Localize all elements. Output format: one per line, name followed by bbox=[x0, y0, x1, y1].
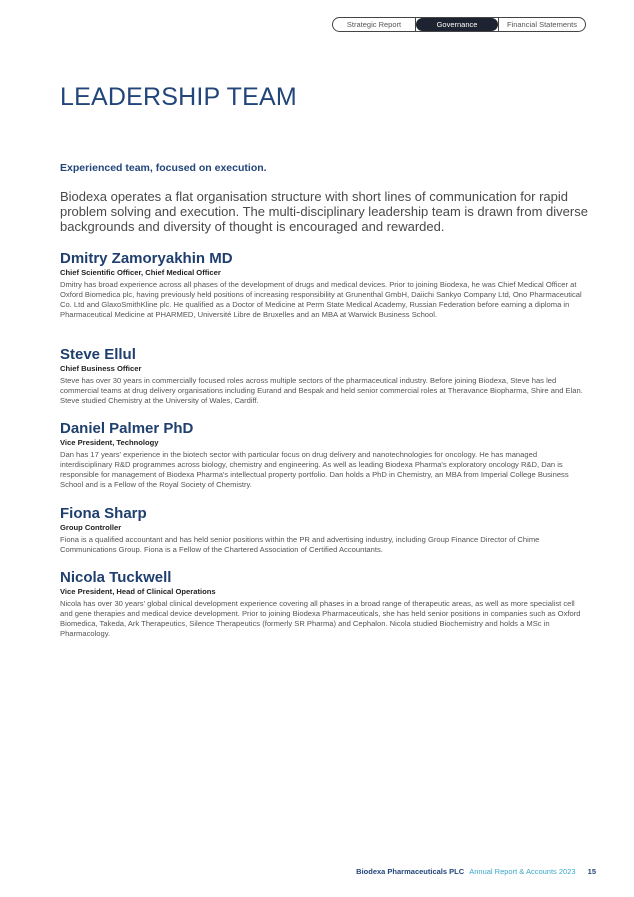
person-role: Chief Business Officer bbox=[60, 364, 142, 373]
profile-daniel-palmer bbox=[60, 420, 584, 490]
person-bio: Nicola has over 30 years' global clinical development experience covering all phases in a broad range of therapeutic areas, as well as more specialist cell and gene therapies and medical device development. Prior to joining Biodexa Pharmaceuticals, she has held senior positions in companies such as Oxford Biomedica, Takeda, Ark Therapeutics, Silence Therapeutics (formerly SR Pharma) and Cephalon. Nicola studied Biochemistry and holds a MSc in Pharmacology. bbox=[60, 599, 581, 639]
footer-company: Biodexa Pharmaceuticals PLC bbox=[356, 867, 465, 876]
profile-steve-ellul bbox=[60, 346, 584, 406]
person-role: Group Controller bbox=[60, 523, 122, 532]
profile-dmitry-zamoryakhin bbox=[60, 250, 584, 320]
intro-paragraph: Biodexa operates a flat organisation structure with short lines of communication for rapid problem solving and execution. The multi-disciplinary leadership team is drawn from diverse backgrounds and diversity of thought is encouraged and rewarded. bbox=[60, 189, 588, 234]
person-bio: Dan has 17 years' experience in the biotech sector with particular focus on drug delivery and nanotechnologies for oncology. He has managed interdisciplinary R&D programmes across biology, chemistry and engineering. As well as leading Biodexa Pharma's exploratory oncology R&D, Dan is responsible for management of Biodexa Pharma's intellectual property portfolio. Dan holds a PhD in Chemistry, an MBA from Imperial College Business School and is a Fellow of the Royal Society of Chemistry. bbox=[60, 450, 569, 490]
page-number: 15 bbox=[587, 867, 596, 876]
person-name: Daniel Palmer PhD bbox=[60, 420, 194, 437]
person-name: Steve Ellul bbox=[60, 346, 136, 363]
tab-financial-statements[interactable]: Financial Statements bbox=[498, 18, 585, 31]
person-role: Chief Scientific Officer, Chief Medical Officer bbox=[60, 268, 221, 277]
person-bio: Dmitry has broad experience across all phases of the development of drugs and medical devices. Prior to joining Biodexa, he was Chief Medical Officer at Oxford Biomedica plc, having previously held positions of increasing responsibility at Grunenthal GmbH, Daiichi Sankyo Company Ltd, Ono Pharmaceutical Co. Ltd and GlaxoSmithKline plc. He qualified as a Doctor of Medicine at Perm State Medical Academy, Russian Federation before earning a diploma in Pharmaceutical Medicine at PHARMED, Université Libre de Bruxelles and an MBA at Warwick Business School. bbox=[60, 280, 582, 320]
person-role: Vice President, Head of Clinical Operations bbox=[60, 587, 216, 596]
page-title: LEADERSHIP TEAM bbox=[60, 83, 297, 111]
profile-nicola-tuckwell bbox=[60, 569, 584, 639]
section-nav bbox=[332, 17, 586, 32]
person-bio: Steve has over 30 years in commercially focused roles across multiple sectors of the pharmaceutical industry. Before joining Biodexa, Steve has led commercial teams at drug delivery organisations including Eurand and Bespak and held senior commercial roles at Theravance Biopharma, Shire and Elan. Steve studied Chemistry at the University of Wales, Cardiff. bbox=[60, 376, 583, 406]
person-name: Fiona Sharp bbox=[60, 505, 147, 522]
tab-governance[interactable]: Governance bbox=[416, 18, 498, 31]
person-name: Nicola Tuckwell bbox=[60, 569, 172, 586]
tab-strategic-report[interactable]: Strategic Report bbox=[333, 18, 416, 31]
person-role: Vice President, Technology bbox=[60, 438, 159, 447]
person-name: Dmitry Zamoryakhin MD bbox=[60, 250, 233, 267]
section-subtitle: Experienced team, focused on execution. bbox=[60, 162, 267, 174]
page-footer bbox=[356, 867, 596, 876]
person-bio: Fiona is a qualified accountant and has held senior positions within the PR and advertising industry, including Group Finance Director of Chime Communications Group. Fiona is a Fellow of the Chartered Association of Certified Accountants. bbox=[60, 535, 540, 555]
profile-fiona-sharp bbox=[60, 505, 584, 555]
footer-report-title: Annual Report & Accounts 2023 bbox=[469, 867, 576, 876]
